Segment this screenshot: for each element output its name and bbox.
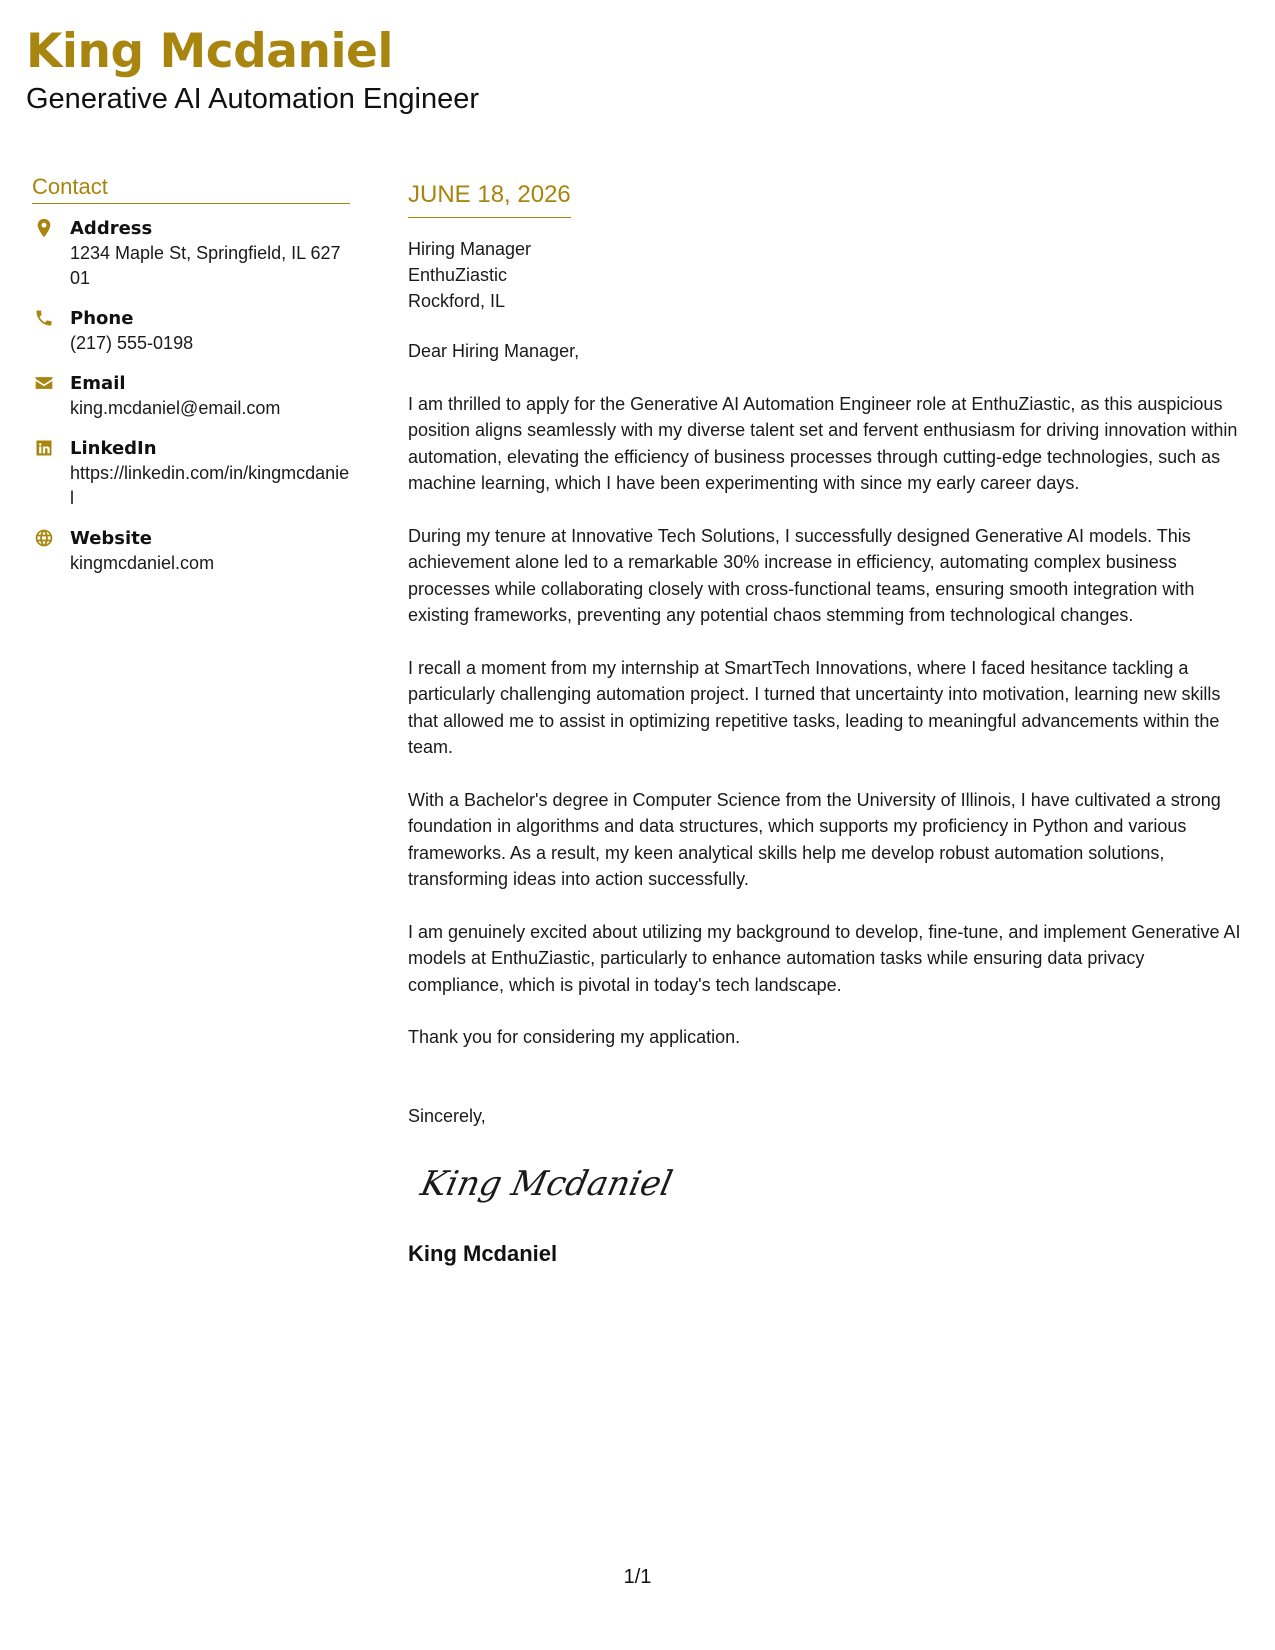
body-paragraph: I am thrilled to apply for the Generative AI Automation Engineer role at EnthuZiastic, as this auspicious position aligns seamlessly with my diverse talent set and fervent enthusiasm for driving innovation within automation, elevating the efficiency of business processes through cutting-edge technologies, such as machine learning, which I have been experimenting with since my early career days.: [408, 393, 1238, 493]
contact-label: LinkedIn: [70, 438, 157, 459]
contact-item-email: [32, 371, 350, 421]
body-paragraph: I recall a moment from my internship at SmartTech Innovations, where I faced hesitance tackling a particularly challenging automation project. I turned that uncertainty into motivation, learning new skills that allowed me to assist in optimizing repetitive tasks, leading to meaningful advancements within the team.: [408, 657, 1221, 757]
signer-name: King Mcdaniel: [408, 1240, 558, 1266]
body-paragraph: I am genuinely excited about utilizing my background to develop, fine-tune, and implement Generative AI models at EnthuZiastic, particularly to enhance automation tasks while ensuring data privacy compliance, which is pivotal in today's tech landscape.: [408, 921, 1241, 995]
contact-item-linkedin: [32, 436, 350, 511]
body-paragraph: During my tenure at Innovative Tech Solutions, I successfully designed Generative AI models. This achievement alone led to a remarkable 30% increase in efficiency, automating complex business processes while collaborating closely with cross-functional teams, ensuring smooth integration with existing frameworks, preventing any potential chaos stemming from technological changes.: [408, 525, 1195, 625]
recipient-line: Hiring Manager: [408, 239, 532, 259]
contact-label: Phone: [70, 308, 134, 329]
body-paragraph: Thank you for considering my application.: [408, 1027, 741, 1047]
letter-body: [408, 178, 1243, 1267]
contact-label: Email: [70, 373, 126, 394]
signature-text: King Mcdaniel: [417, 1164, 674, 1204]
email-value[interactable]: king.mcdaniel@email.com: [70, 398, 281, 418]
applicant-job-title: Generative AI Automation Engineer: [26, 83, 480, 115]
recipient-block: [408, 236, 1243, 314]
recipient-line: EnthuZiastic: [408, 265, 508, 285]
contact-item-address: [32, 216, 350, 291]
contact-label: Address: [70, 218, 153, 239]
salutation: Dear Hiring Manager,: [408, 341, 580, 361]
globe-icon: [32, 526, 70, 576]
website-link[interactable]: kingmcdaniel.com: [70, 553, 215, 573]
contact-label: Website: [70, 528, 153, 549]
linkedin-icon: [32, 436, 70, 511]
contact-item-phone: [32, 306, 350, 356]
letter-date: JUNE 18, 2026: [408, 178, 571, 218]
envelope-icon: [32, 371, 70, 421]
contact-heading: Contact: [32, 174, 350, 204]
address-value: 1234 Maple St, Springfield, IL 62701: [70, 243, 341, 288]
contact-item-website: [32, 526, 350, 576]
phone-icon: [32, 306, 70, 356]
closing: Sincerely,: [408, 1105, 486, 1126]
contact-sidebar: [32, 174, 350, 591]
phone-value: (217) 555-0198: [70, 333, 194, 353]
letter-header: [26, 22, 479, 116]
handwritten-signature: [414, 1153, 674, 1213]
body-paragraph: With a Bachelor's degree in Computer Science from the University of Illinois, I have cultivated a strong foundation in algorithms and data structures, which supports my proficiency in Python and various frameworks. As a result, my keen analytical skills help me develop robust automation solutions, transforming ideas into action successfully.: [408, 789, 1221, 889]
recipient-line: Rockford, IL: [408, 291, 506, 311]
map-pin-icon: [32, 216, 70, 291]
applicant-name: King Mcdaniel: [26, 24, 394, 79]
page-number: 1/1: [623, 1566, 652, 1588]
linkedin-link[interactable]: https://linkedin.com/in/kingmcdaniel: [70, 463, 350, 508]
